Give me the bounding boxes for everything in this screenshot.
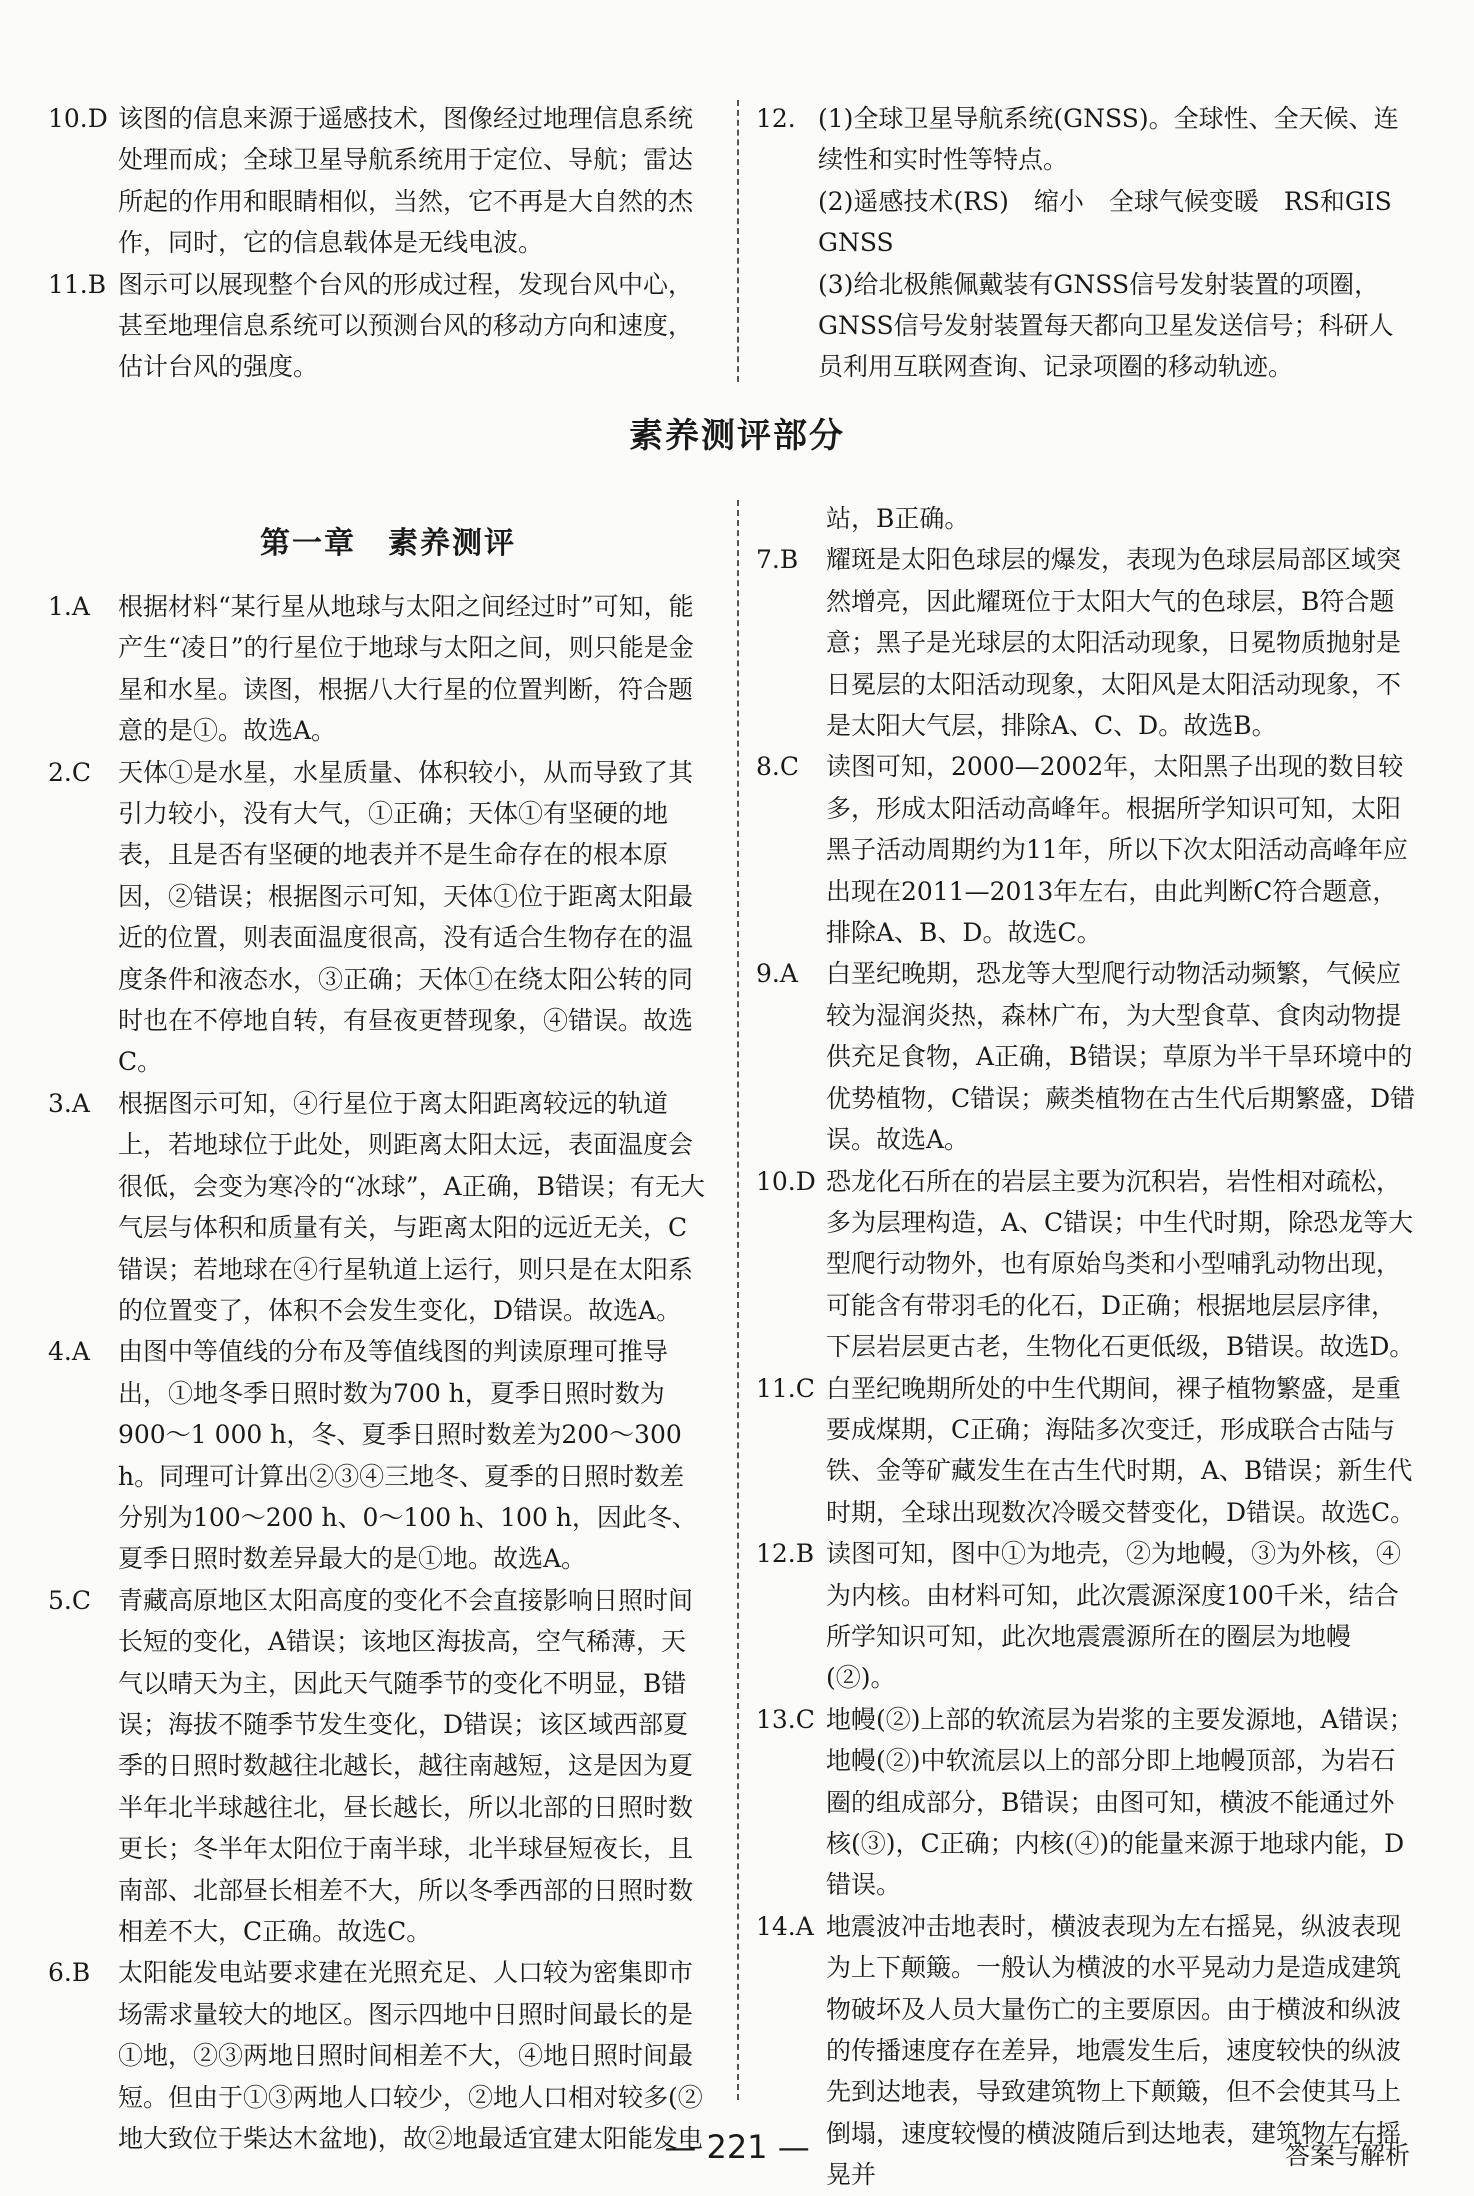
answer-text: 耀斑是太阳色球层的爆发，表现为色球层局部区域突然增亮，因此耀斑位于太阳大气的色球层，B符合题意；黑子是光球层的太阳活动现象，日冕物质抛射是日冕层的太阳活动现象，太阳风是太阳活动现象，不是太阳大气层，排除A、C、D。故选B。 (826, 545, 1402, 741)
right-column (756, 498, 1416, 2196)
answer-item (756, 98, 1416, 388)
page-number: — 221 — (664, 2128, 810, 2166)
answer-number: 10.D (756, 1166, 816, 1196)
answer-item (756, 1368, 1416, 1534)
answer-number: 13.C (756, 1704, 815, 1734)
top-column-divider (737, 100, 739, 382)
answer-item (756, 498, 1416, 539)
answer-item (756, 1533, 1416, 1699)
answer-number: 4.A (48, 1337, 90, 1367)
answer-text: 天体①是水星，水星质量、体积较小，从而导致了其引力较小，没有大气，①正确；天体①有坚硬的地表，且是否有坚硬的地表并不是生命存在的根本原因，②错误；根据图示可知，天体①位于距离太阳最近的位置，则表面温度很高，没有适合生物存在的温度条件和液态水，③正确；天体①在绕太阳公转的同时也在不停地自转，有昼夜更替现象，④错误。故选C。 (118, 757, 694, 1077)
answer-text: 读图可知，2000—2002年，太阳黑子出现的数目较多，形成太阳活动高峰年。根据所学知识可知，太阳黑子活动周期约为11年，所以下次太阳活动高峰年应出现在2011—2013年左右，由此判断C符合题意，排除A、B、D。故选C。 (826, 752, 1408, 948)
answer-text: 地幔(②)上部的软流层为岩浆的主要发源地，A错误；地幔(②)中软流层以上的部分即上地幔顶部，为岩石圈的组成部分，B错误；由图可知，横波不能通过外核(③)，C正确；内核(④)的能量来源于地球内能，D错误。 (826, 1704, 1414, 1900)
section-title: 素养测评部分 (629, 416, 845, 456)
answer-item (756, 1699, 1416, 1906)
answer-number: 3.A (48, 1088, 90, 1118)
answer-number: 7.B (756, 545, 799, 575)
answer-text: 青藏高原地区太阳高度的变化不会直接影响日照时间长短的变化，A错误；该地区海拔高，空气稀薄，天气以晴天为主，因此天气随季节的变化不明显，B错误；海拔不随季节发生变化，D错误；该区域西部夏季的日照时数越往北越长，越往南越短，这是因为夏半年北半球越往北，昼长越长，所以北部的日照时数更长；冬半年太阳位于南半球，北半球昼短夜长，且南部、北部昼长相差不大，所以冬季西部的日照时数相差不大，C正确。故选C。 (118, 1585, 694, 1946)
answer-text: 太阳能发电站要求建在光照充足、人口较为密集即市场需求量较大的地区。图示四地中日照时间最长的是①地，②③两地日照时间相差不大，④地日照时间最短。但由于①③两地人口较少，②地人口相对较多(②地大致位于柴达木盆地)，故②地最适宜建太阳能发电 (118, 1958, 703, 2154)
answer-number: 8.C (756, 752, 799, 782)
answer-number: 2.C (48, 757, 91, 787)
answer-text: 白垩纪晚期，恐龙等大型爬行动物活动频繁，气候应较为湿润炎热，森林广布，为大型食草、食肉动物提供充足食物，A正确，B错误；草原为半干旱环境中的优势植物，C错误；蕨类植物在古生代后期繁盛，D错误。故选A。 (826, 959, 1416, 1155)
footer-label: 答案与解析 (1284, 2141, 1410, 2170)
answer-item (756, 746, 1416, 953)
answer-item (48, 1580, 708, 1953)
answer-item (48, 1083, 708, 1331)
answer-text: 根据材料“某行星从地球与太阳之间经过时”可知，能产生“凌日”的行星位于地球与太阳之间，则只能是金星和水星。读图，根据八大行星的位置判断，符合题意的是①。故选A。 (118, 592, 694, 746)
answer-number: 12. (756, 104, 796, 133)
chapter-title: 第一章 素养测评 (260, 526, 516, 561)
answer-number: 10.D (48, 104, 108, 133)
top-right-column (756, 98, 1416, 388)
answer-item (48, 98, 708, 264)
answer-text: 该图的信息来源于遥感技术，图像经过地理信息系统处理而成；全球卫星导航系统用于定位、导航；雷达所起的作用和眼睛相似，当然，它不再是大自然的杰作，同时，它的信息载体是无线电波。 (118, 104, 694, 258)
answer-text: 根据图示可知，④行星位于离太阳距离较远的轨道上，若地球位于此处，则距离太阳太远，表面温度会很低，会变为寒冷的“冰球”，A正确，B错误；有无大气层与体积和质量有关，与距离太阳的远近无关，C错误；若地球在④行星轨道上运行，则只是在太阳系的位置变了，体积不会发生变化，D错误。故选A。 (118, 1088, 705, 1325)
answer-number: 11.C (756, 1373, 815, 1403)
answer-number: 14.A (756, 1911, 814, 1941)
answer-text: 恐龙化石所在的岩层主要为沉积岩，岩性相对疏松，多为层理构造，A、C错误；中生代时期，除恐龙等大型爬行动物外，也有原始鸟类和小型哺乳动物出现，可能含有带羽毛的化石，D正确；根据地层层序律，下层岩层更古老，生物化石更低级，B错误。故选D。 (826, 1166, 1415, 1362)
answer-number: 5.C (48, 1585, 91, 1615)
answer-text: 白垩纪晚期所处的中生代期间，裸子植物繁盛，是重要成煤期，C正确；海陆多次变迁，形成联合古陆与铁、金等矿藏发生在古生代时期，A、B错误；新生代时期，全球出现数次冷暖交替变化，D错误。故选C。 (826, 1373, 1416, 1527)
answer-text: 由图中等值线的分布及等值线图的判读原理可推导出，①地冬季日照时数为700 h，夏季日照时数为900～1 000 h，冬、夏季日照时数差为200～300 h。同理可计算出②③④三地冬、夏季的日照时数差分别为100～200 h、0～100 h、100 h，因此冬、夏季日照时数差异最大的是①地。故选A。 (118, 1337, 697, 1574)
answer-item (756, 1161, 1416, 1368)
main-column-divider (737, 500, 739, 2100)
answer-text: 图示可以展现整个台风的形成过程，发现台风中心，甚至地理信息系统可以预测台风的移动方向和速度，估计台风的强度。 (118, 269, 694, 382)
answer-text: 读图可知，图中①为地壳，②为地幔，③为外核，④为内核。由材料可知，此次震源深度100千米，结合所学知识可知，此次地震震源所在的圈层为地幔(②)。 (826, 1539, 1402, 1693)
answer-number: 11.B (48, 269, 107, 299)
answer-number: 6.B (48, 1958, 91, 1988)
answer-item (756, 539, 1416, 746)
answer-text: 站，B正确。 (826, 504, 970, 533)
answer-number: 12.B (756, 1539, 815, 1569)
left-column (48, 586, 708, 2159)
answer-number: 1.A (48, 592, 90, 621)
answer-item (756, 953, 1416, 1160)
top-left-column (48, 98, 708, 388)
answer-number: 9.A (756, 959, 798, 989)
answer-item (48, 752, 708, 1083)
answer-item (48, 264, 708, 388)
answer-line: (2)遥感技术(RS) 缩小 全球气候变暖 RS和GIS GNSS (818, 186, 1417, 258)
answer-line: (3)给北极熊佩戴装有GNSS信号发射装置的项圈，GNSS信号发射装置每天都向卫星发送信号；科研人员利用互联网查询、记录项圈的移动轨迹。 (818, 269, 1394, 382)
answer-item (48, 1331, 708, 1579)
answer-line: (1)全球卫星导航系统(GNSS)。全球性、全天候、连续性和实时性等特点。 (818, 104, 1399, 175)
answer-text: 地震波冲击地表时，横波表现为左右摇晃，纵波表现为上下颠簸。一般认为横波的水平晃动力是造成建筑物破坏及人员大量伤亡的主要原因。由于横波和纵波的传播速度存在差异，地震发生后，速度较快的纵波先到达地表，导致建筑物上下颠簸，但不会使其马上倒塌，速度较慢的横波随后到达地表，建筑物左右摇晃并 (826, 1911, 1402, 2190)
answer-item (48, 586, 708, 752)
